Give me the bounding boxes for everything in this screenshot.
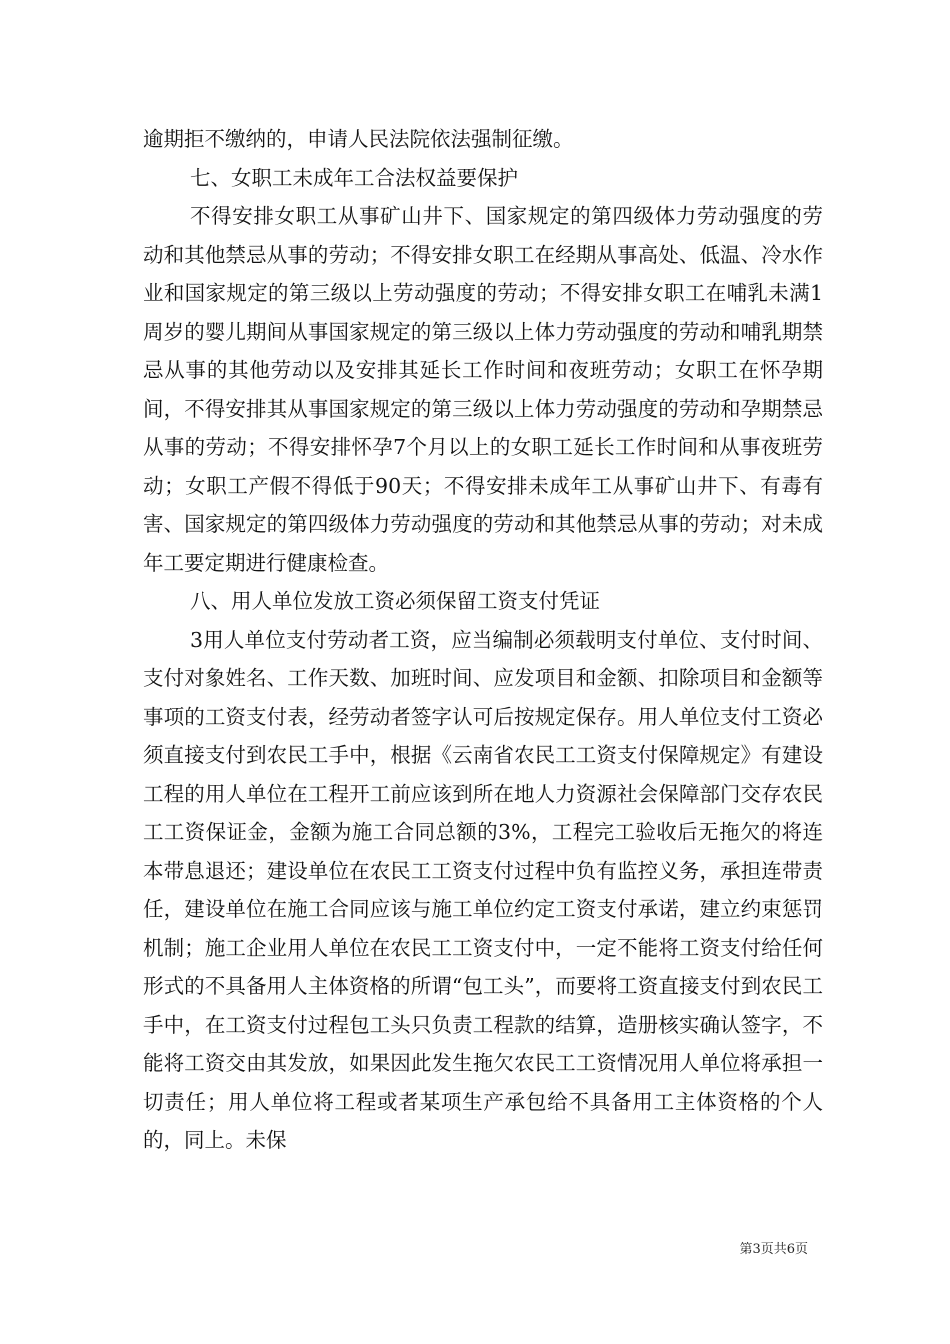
page-number: 第3页共6页 bbox=[739, 1242, 808, 1257]
document-body bbox=[143, 120, 823, 1160]
section-heading-8: 八、用人单位发放工资必须保留工资支付凭证 bbox=[190, 589, 600, 613]
section-heading-7: 七、女职工未成年工合法权益要保护 bbox=[190, 165, 518, 190]
paragraph-female-minor-workers: 不得安排女职工从事矿山井下、国家规定的第四级体力劳动强度的劳动和其他禁忌从事的劳动；不得安排女职工在经期从事高处、低温、冷水作业和国家规定的第三级以上劳动强度的劳动；不得安排女职工在哺乳未满1周岁的婴儿期间从事国家规定的第三级以上体力劳动强度的劳动和哺乳期禁忌从事的其他劳动以及安排其延长工作时间和夜班劳动；女职工在怀孕期间，不得安排其从事国家规定的第三级以上体力劳动强度的劳动和孕期禁忌从事的劳动；不得安排怀孕7个月以上的女职工延长工作时间和从事夜班劳动；女职工产假不得低于90天；不得安排未成年工从事矿山井下、有毒有害、国家规定的第四级体力劳动强度的劳动和其他禁忌从事的劳动；对未成年工要定期进行健康检查。 bbox=[143, 204, 823, 575]
paragraph-continuation: 逾期拒不缴纳的，申请人民法院依法强制征缴。 bbox=[143, 127, 574, 151]
paragraph-wage-payment: 3用人单位支付劳动者工资，应当编制必须载明支付单位、支付时间、支付对象姓名、工作天数、加班时间、应发项目和金额、扣除项目和金额等事项的工资支付表，经劳动者签字认可后按规定保存。用人单位支付工资必须直接支付到农民工手中，根据《云南省农民工工资支付保障规定》有建设工程的用人单位在工程开工前应该到所在地人力资源社会保障部门交存农民工工资保证金，金额为施工合同总额的3%，工程完工验收后无拖欠的将连本带息退还；建设单位在农民工工资支付过程中负有监控义务，承担连带责任，建设单位在施工合同应该与施工单位约定工资支付承诺，建立约束惩罚机制；施工企业用人单位在农民工工资支付中，一定不能将工资支付给任何形式的不具备用人主体资格的所谓“包工头”，而要将工资直接支付到农民工手中，在工资支付过程包工头只负责工程款的结算，造册核实确认签字，不能将工资交由其发放，如果因此发生拖欠农民工工资情况用人单位将承担一切责任；用人单位将工程或者某项生产承包给不具备用工主体资格的个人的，同上。未保 bbox=[143, 627, 823, 1152]
